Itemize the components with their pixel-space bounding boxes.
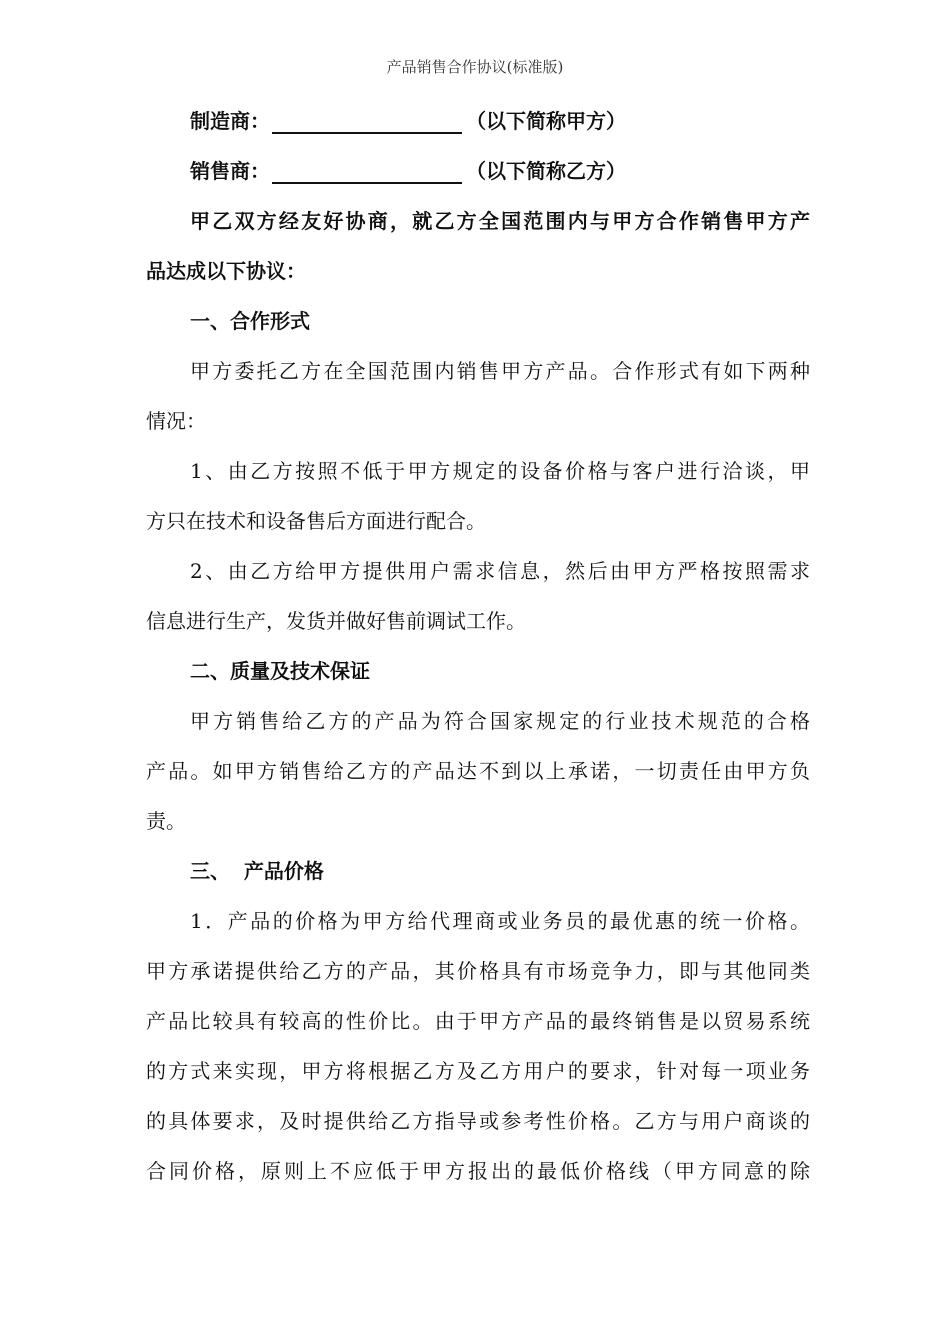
- paragraph-line: 的方式来实现，甲方将根据乙方及乙方用户的要求，针对每一项业务: [146, 1059, 810, 1083]
- section-heading-price: 三、 产品价格: [190, 859, 324, 883]
- manufacturer-line: [146, 96, 810, 146]
- paragraph-line: 1．产品的价格为甲方给代理商或业务员的最优惠的统一价格。: [190, 909, 810, 933]
- preamble-line: 品达成以下协议：: [146, 259, 306, 283]
- paragraph-line: 信息进行生产，发货并做好售前调试工作。: [146, 609, 526, 633]
- paragraph-line: 责。: [146, 809, 186, 833]
- preamble-line: 甲乙双方经友好协商，就乙方全国范围内与甲方合作销售甲方产: [190, 209, 810, 233]
- running-header: 产品销售合作协议(标准版): [386, 58, 564, 76]
- paragraph-line: 情况：: [146, 409, 206, 433]
- manufacturer-label: 制造商：: [190, 109, 270, 133]
- seller-line: [146, 146, 810, 196]
- manufacturer-note: （以下简称甲方）: [466, 109, 626, 133]
- paragraph-line: 2、由乙方给甲方提供用户需求信息，然后由甲方严格按照需求: [190, 559, 810, 583]
- section-heading-quality: 二、质量及技术保证: [190, 659, 370, 683]
- section-heading-cooperation-form: 一、合作形式: [190, 309, 310, 333]
- seller-label: 销售商：: [190, 159, 270, 183]
- paragraph-line: 甲方委托乙方在全国范围内销售甲方产品。合作形式有如下两种: [190, 359, 810, 383]
- manufacturer-blank: [272, 106, 462, 134]
- paragraph-line: 产品。如甲方销售给乙方的产品达不到以上承诺，一切责任由甲方负: [146, 759, 810, 783]
- paragraph-line: 的具体要求，及时提供给乙方指导或参考性价格。乙方与用户商谈的: [146, 1109, 810, 1133]
- paragraph-line: 合同价格，原则上不应低于甲方报出的最低价格线（甲方同意的除: [146, 1159, 810, 1183]
- paragraph-line: 甲方承诺提供给乙方的产品，其价格具有市场竞争力，即与其他同类: [146, 959, 810, 983]
- paragraph-line: 方只在技术和设备售后方面进行配合。: [146, 509, 486, 533]
- paragraph-line: 甲方销售给乙方的产品为符合国家规定的行业技术规范的合格: [190, 709, 810, 733]
- paragraph-line: 1、由乙方按照不低于甲方规定的设备价格与客户进行洽谈，甲: [190, 459, 810, 483]
- document-body: [146, 96, 810, 1196]
- seller-note: （以下简称乙方）: [466, 159, 626, 183]
- seller-blank: [272, 156, 462, 184]
- paragraph-line: 产品比较具有较高的性价比。由于甲方产品的最终销售是以贸易系统: [146, 1009, 810, 1033]
